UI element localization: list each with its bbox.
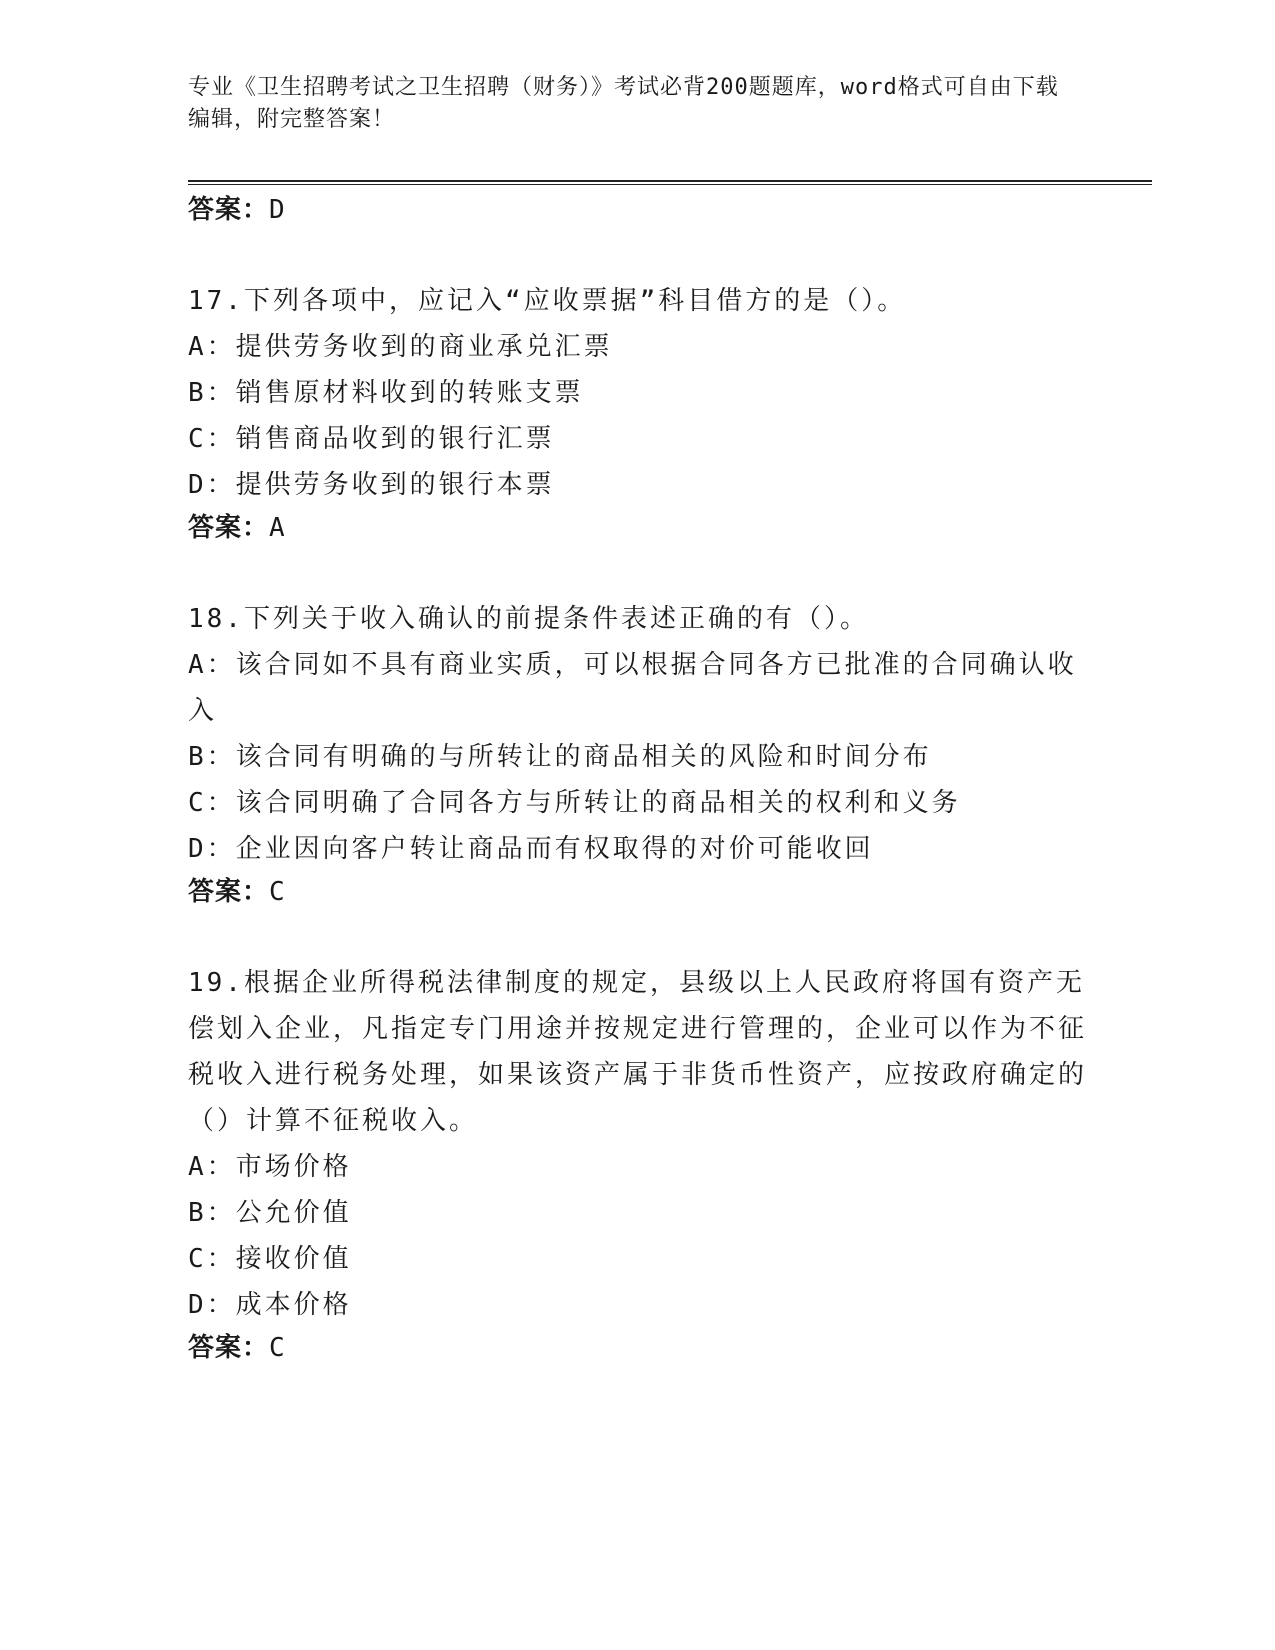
answer-value: D — [269, 195, 286, 225]
answer-line — [188, 508, 1088, 548]
answer-label: 答案： — [188, 877, 270, 907]
header-divider-thin — [188, 184, 1152, 185]
document-header: 专业《卫生招聘考试之卫生招聘（财务）》考试必背200题题库，word格式可自由下载编辑，附完整答案！ — [188, 75, 1059, 132]
option-d: D：提供劳务收到的银行本票 — [188, 470, 555, 500]
question-stem: 17.下列各项中，应记入“应收票据”科目借方的是（）。 — [188, 286, 907, 316]
option-c: C：该合同明确了合同各方与所转让的商品相关的权利和义务 — [188, 788, 961, 818]
question-block — [188, 960, 1088, 1368]
question-block — [188, 278, 1088, 548]
answer-label: 答案： — [188, 195, 270, 225]
header-divider-thick — [188, 180, 1152, 182]
option-b: B：该合同有明确的与所转让的商品相关的风险和时间分布 — [188, 742, 932, 772]
option-a: A：市场价格 — [188, 1152, 352, 1182]
answer-label: 答案： — [188, 1333, 270, 1363]
answer-line — [188, 190, 1088, 230]
option-b: B：公允价值 — [188, 1198, 352, 1228]
option-b: B：销售原材料收到的转账支票 — [188, 378, 584, 408]
option-c: C：销售商品收到的银行汇票 — [188, 424, 555, 454]
answer-value: A — [269, 513, 286, 543]
option-c: C：接收价值 — [188, 1244, 352, 1274]
question-block — [188, 596, 1088, 912]
question-stem: 18.下列关于收入确认的前提条件表述正确的有（）。 — [188, 604, 869, 634]
answer-line — [188, 872, 1088, 912]
answer-value: C — [269, 1333, 286, 1363]
option-d: D：成本价格 — [188, 1290, 352, 1320]
option-a: A：该合同如不具有商业实质，可以根据合同各方已批准的合同确认收入 — [188, 650, 1077, 726]
answer-line — [188, 1328, 1088, 1368]
answer-value: C — [269, 877, 286, 907]
document-body — [188, 190, 1088, 1368]
option-d: D：企业因向客户转让商品而有权取得的对价可能收回 — [188, 834, 874, 864]
answer-label: 答案： — [188, 513, 270, 543]
option-a: A：提供劳务收到的商业承兑汇票 — [188, 332, 613, 362]
question-stem: 19.根据企业所得税法律制度的规定，县级以上人民政府将国有资产无偿划入企业，凡指定专门用途并按规定进行管理的，企业可以作为不征税收入进行税务处理，如果该资产属于非货币性资产，应按政府确定的（）计算不征税收入。 — [188, 968, 1088, 1136]
